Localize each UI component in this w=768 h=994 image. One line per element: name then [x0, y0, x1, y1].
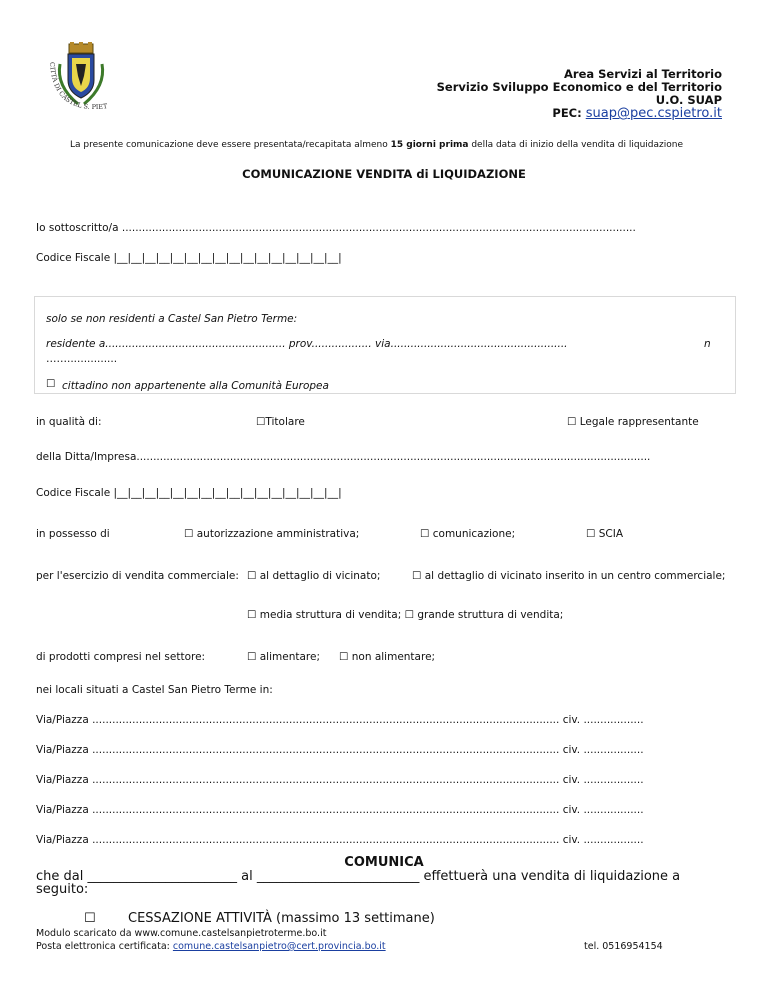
numero-label: n	[704, 338, 711, 350]
titolare-checkbox[interactable]: ☐Titolare	[256, 416, 305, 428]
notice-after: della data di inizio della vendita di liquidazione	[468, 140, 683, 150]
notice-before: La presente comunicazione deve essere presentata/recapitata almeno	[70, 140, 391, 150]
non-resident-heading: solo se non residenti a Castel San Pietro Terme:	[46, 313, 298, 325]
autorizzazione-checkbox[interactable]: ☐ autorizzazione amministrativa;	[184, 528, 360, 540]
dettaglio-centro-checkbox[interactable]: ☐ al dettaglio di vicinato inserito in un centro commerciale;	[412, 570, 726, 582]
locali-label: nei locali situati a Castel San Pietro Terme in:	[36, 684, 273, 696]
office-header	[437, 68, 722, 120]
footer-pec-link[interactable]: comune.castelsanpietro@cert.provincia.bo.it	[172, 941, 386, 952]
media-grande-checkboxes[interactable]: ☐ media struttura di vendita; ☐ grande struttura di vendita;	[247, 609, 564, 621]
alimentare-checkbox[interactable]: ☐ alimentare;	[247, 651, 320, 663]
cittadino-checkbox[interactable]: ☐	[46, 378, 56, 390]
possesso-label: in possesso di	[36, 528, 110, 540]
sottoscritto-line: Io sottoscritto/a ..........................................................................................................................................................	[36, 222, 636, 234]
cittadino-label: cittadino non appartenente alla Comunità Europea	[62, 380, 329, 392]
via-line: Via/Piazza ............................................................................................................................................ civ. ..................	[36, 774, 644, 786]
via-line: Via/Piazza ............................................................................................................................................ civ. ..................	[36, 804, 644, 816]
codice-fiscale-line-1: Codice Fiscale |__|__|__|__|__|__|__|__|__|__|__|__|__|__|__|__|	[36, 252, 342, 264]
header-area: Area Servizi al Territorio	[564, 67, 722, 81]
page-title: COMUNICAZIONE VENDITA di LIQUIDAZIONE	[242, 167, 526, 181]
seguito-line: seguito:	[36, 882, 89, 897]
dettaglio-vicinato-checkbox[interactable]: ☐ al dettaglio di vicinato;	[247, 570, 381, 582]
pec-email-link[interactable]: suap@pec.cspietro.it	[585, 106, 722, 121]
ditta-line: della Ditta/Impresa..........................................................................................................................................................	[36, 451, 651, 463]
legale-rappresentante-checkbox[interactable]: ☐ Legale rappresentante	[567, 416, 699, 428]
via-line: Via/Piazza ............................................................................................................................................ civ. ..................	[36, 714, 644, 726]
via-line: Via/Piazza ............................................................................................................................................ civ. ..................	[36, 744, 644, 756]
comunicazione-checkbox[interactable]: ☐ comunicazione;	[420, 528, 516, 540]
cessazione-checkbox[interactable]: ☐	[84, 911, 96, 926]
header-servizio: Servizio Sviluppo Economico e del Territorio	[436, 80, 722, 94]
non-alimentare-checkbox[interactable]: ☐ non alimentare;	[339, 651, 436, 663]
scia-checkbox[interactable]: ☐ SCIA	[586, 528, 624, 540]
residente-line: residente a...................................................... prov.................. via.....................................................	[46, 338, 568, 350]
footer-tel: tel. 0516954154	[584, 941, 663, 952]
numero-dots: ……...............	[46, 353, 118, 365]
qualita-label: in qualità di:	[36, 416, 102, 428]
header-pec	[437, 107, 722, 120]
che-dal-line: che dal _______________________ al _________________________ effettuerà una vendita di liquidazione a	[36, 869, 681, 884]
footer-posta	[36, 941, 386, 952]
notice-bold: 15 giorni prima	[390, 140, 469, 150]
codice-fiscale-line-2: Codice Fiscale |__|__|__|__|__|__|__|__|__|__|__|__|__|__|__|__|	[36, 487, 342, 499]
submission-notice	[70, 140, 683, 150]
logo-text: CITTÀ DI CASTEL S. PIET	[47, 61, 108, 112]
cessazione-label: CESSAZIONE ATTIVITÀ (massimo 13 settimane)	[128, 911, 435, 926]
settore-label: di prodotti compresi nel settore:	[36, 651, 206, 663]
header-uo: U.O. SUAP	[655, 93, 722, 107]
municipal-coat-of-arms-logo	[42, 42, 120, 120]
esercizio-label: per l'esercizio di vendita commerciale:	[36, 570, 239, 582]
footer-modulo: Modulo scaricato da www.comune.castelsanpietroterme.bo.it	[36, 928, 327, 939]
via-line: Via/Piazza ............................................................................................................................................ civ. ..................	[36, 834, 644, 846]
pec-label: PEC:	[552, 106, 582, 120]
footer-posta-label: Posta elettronica certificata:	[36, 941, 170, 952]
comunica-heading: COMUNICA	[344, 855, 424, 870]
